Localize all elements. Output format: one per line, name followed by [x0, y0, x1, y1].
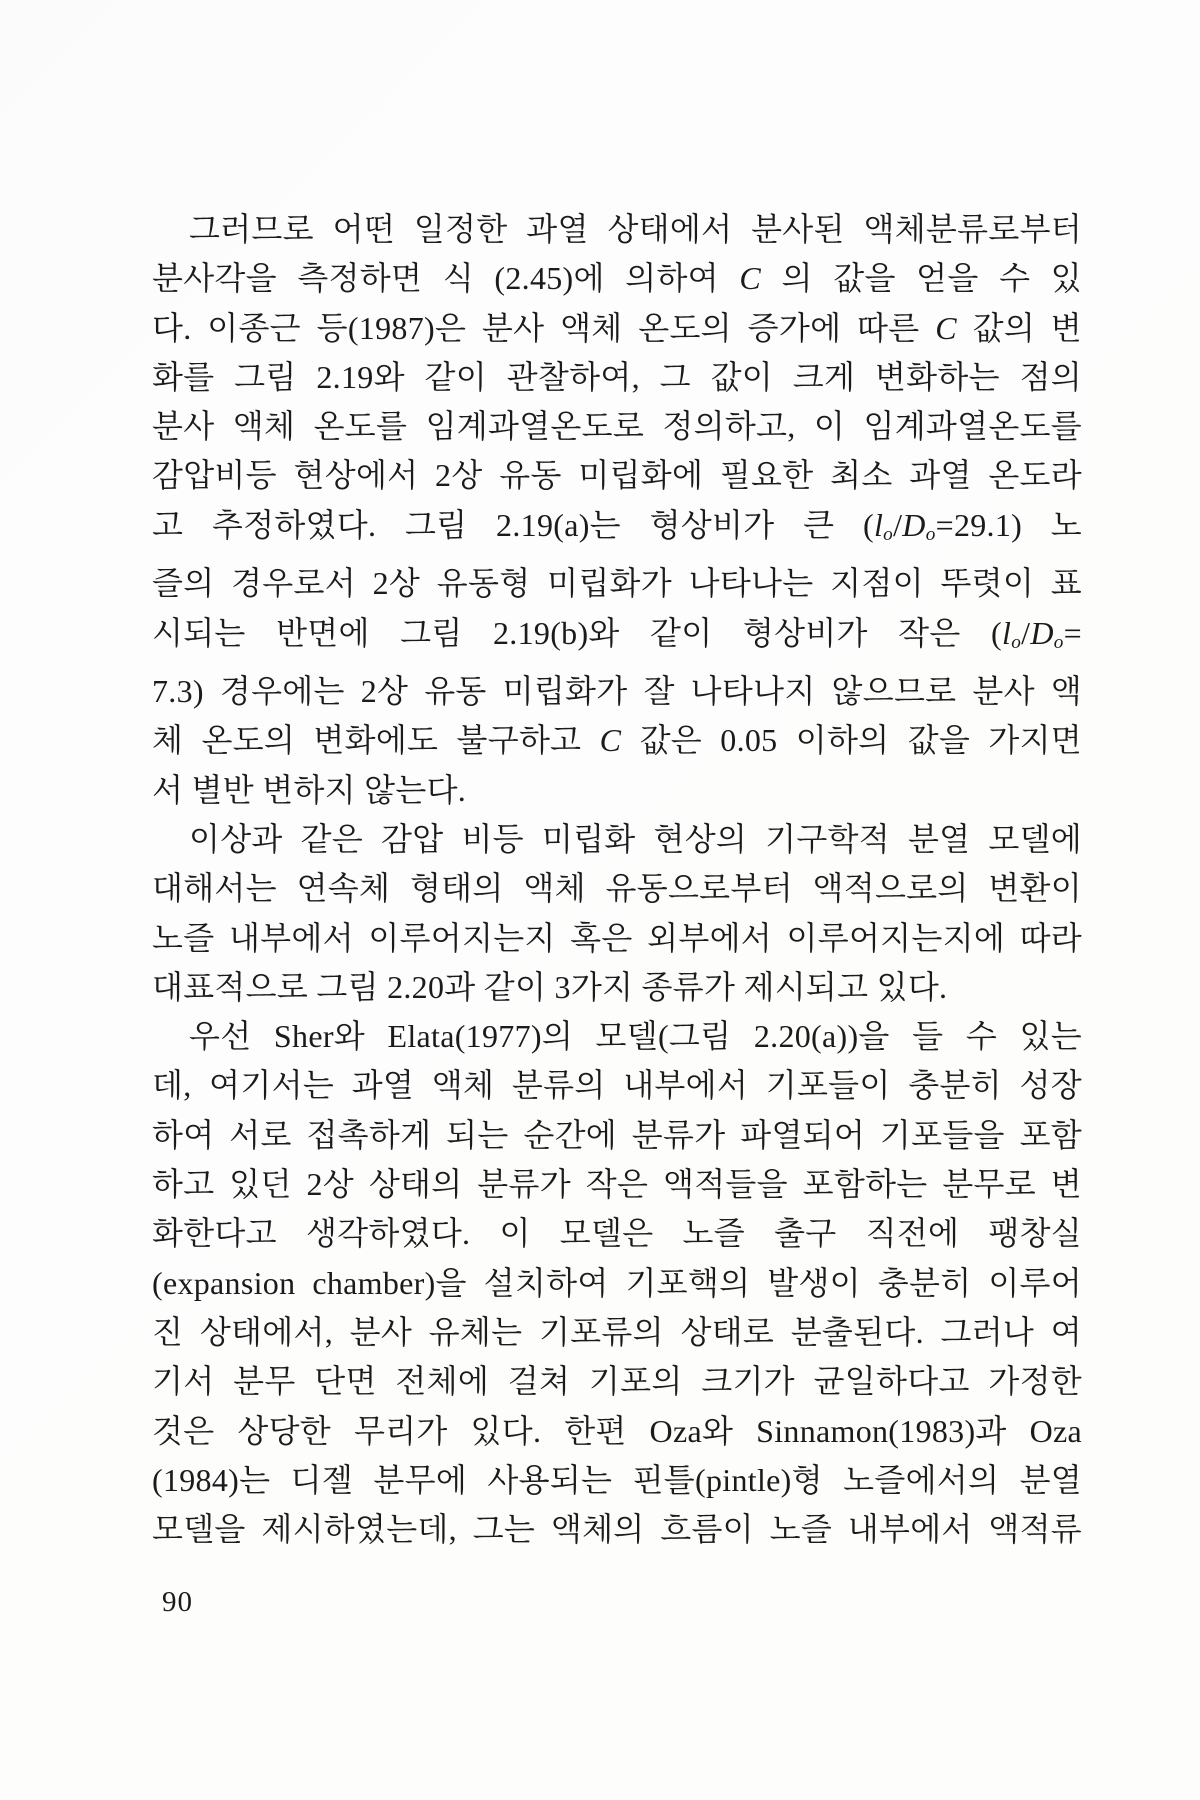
body-line: (expansion chamber)을 설치하여 기포핵의 발생이 충분히 이루어	[152, 1264, 1082, 1301]
math-variable: C	[739, 260, 762, 297]
math-variable: l	[873, 506, 884, 543]
body-line: 즐의 경우로서 2상 유동형 미립화가 나타나는 지점이 뚜렷이 표	[152, 565, 1082, 602]
body-line: 화를 그림 2.19와 같이 관찰하여, 그 값이 크게 변화하는 점의	[152, 358, 1082, 395]
math-variable: l	[1002, 614, 1012, 651]
body-line: 체 온도의 변화에도 불구하고 C 값은 0.05 이하의 값을 가지면	[152, 722, 1082, 759]
math-variable: o	[925, 524, 936, 545]
math-variable: o	[1053, 631, 1064, 653]
body-line: 우선 Sher와 Elata(1977)의 모델(그림 2.20(a))을 들 수 있는	[189, 1018, 1082, 1055]
body-line: 대표적으로 그림 2.20과 같이 3가지 종류가 제시되고 있다.	[152, 968, 948, 1005]
body-line: 노즐 내부에서 이루어지는지 혹은 외부에서 이루어지는지에 따라	[152, 919, 1082, 956]
body-line: 분사 액체 온도를 임계과열온도로 정의하고, 이 임계과열온도를	[152, 408, 1082, 445]
body-line: 감압비등 현상에서 2상 유동 미립화에 필요한 최소 과열 온도라	[152, 457, 1082, 494]
body-line: 하여 서로 접촉하게 되는 순간에 분류가 파열되어 기포들을 포함	[152, 1116, 1082, 1153]
body-line: 서 별반 변하지 않는다.	[152, 771, 467, 808]
body-line: 것은 상당한 무리가 있다. 한편 Oza와 Sinnamon(1983)과 Oza	[152, 1412, 1082, 1449]
body-line: 대해서는 연속체 형태의 액체 유동으로부터 액적으로의 변환이	[152, 870, 1082, 907]
body-line: (1984)는 디젤 분무에 사용되는 핀틀(pintle)형 노즐에서의 분열	[152, 1461, 1082, 1498]
page-number: 90	[162, 1586, 193, 1618]
body-line: 진 상태에서, 분사 유체는 기포류의 상태로 분출된다. 그러나 여	[152, 1313, 1082, 1350]
body-line: 분사각을 측정하면 식 (2.45)에 의하여 C 의 값을 얻을 수 있	[152, 260, 1083, 297]
body-line: 하고 있던 2상 상태의 분류가 작은 액적들을 포함하는 분무로 변	[152, 1166, 1082, 1203]
math-variable: o	[883, 524, 894, 545]
body-line: 그러므로 어떤 일정한 과열 상태에서 분사된 액체분류로부터	[189, 211, 1082, 247]
body-line: 고 추정하였다. 그림 2.19(a)는 형상비가 큰 (lo/Do=29.1) 노	[152, 506, 1083, 545]
body-line: 이상과 같은 감압 비등 미립화 현상의 기구학적 분열 모델에	[189, 821, 1082, 857]
body-line: 다. 이종근 등(1987)은 분사 액체 온도의 증가에 따른 C 값의 변	[152, 309, 1082, 346]
body-line: 데, 여기서는 과열 액체 분류의 내부에서 기포들이 충분히 성장	[152, 1067, 1082, 1104]
body-line: 시되는 반면에 그림 2.19(b)와 같이 형상비가 작은 (lo/Do=	[152, 614, 1082, 653]
body-line: 7.3) 경우에는 2상 유동 미립화가 잘 나타나지 않으므로 분사 액	[152, 673, 1082, 710]
math-variable: C	[599, 722, 622, 759]
math-variable: D	[902, 506, 926, 543]
body-line: 기서 분무 단면 전체에 걸쳐 기포의 크기가 균일하다고 가정한	[152, 1363, 1082, 1400]
body-text	[152, 205, 1082, 1554]
body-line: 화한다고 생각하였다. 이 모델은 노즐 출구 직전에 팽창실	[152, 1215, 1082, 1252]
math-variable: o	[1011, 631, 1022, 653]
math-variable: D	[1030, 614, 1054, 651]
math-variable: C	[935, 309, 957, 346]
body-line: 모델을 제시하였는데, 그는 액체의 흐름이 노즐 내부에서 액적류	[152, 1511, 1082, 1548]
